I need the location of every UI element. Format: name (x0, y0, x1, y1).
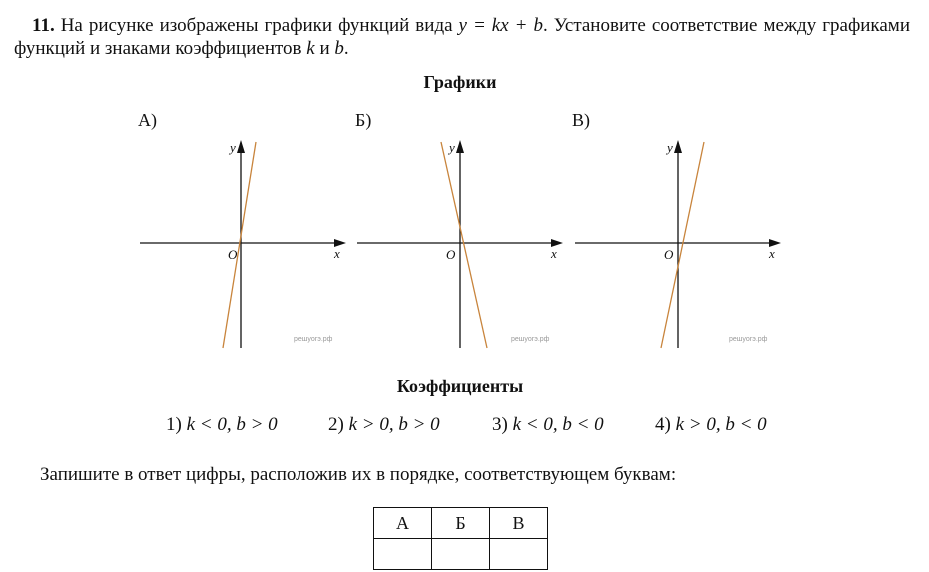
graph-a (138, 138, 353, 353)
y-arrow-a (237, 140, 245, 153)
coefficient-option-2 (328, 414, 440, 436)
coef-k: k > 0, (348, 414, 394, 435)
y-arrow-v (674, 140, 682, 153)
coef-num: 1) (166, 414, 182, 435)
coef-num: 2) (328, 414, 344, 435)
coef-num: 3) (492, 414, 508, 435)
coefficient-option-4 (655, 414, 767, 436)
graphs-heading: Графики (423, 72, 497, 92)
origin-label-b: O (446, 247, 456, 262)
x-label-b: x (551, 246, 557, 261)
graph-label-v: В) (572, 110, 590, 130)
answer-header-a: А (374, 508, 432, 539)
coef-b: b > 0 (398, 414, 440, 435)
problem-formula: y = kx + b (458, 15, 543, 36)
x-label-v: x (769, 246, 775, 261)
y-label-v: y (667, 140, 673, 155)
answer-input-row (374, 539, 548, 570)
problem-and: и (314, 38, 335, 59)
coefficient-option-1 (166, 414, 278, 436)
coef-k: k < 0, (512, 414, 558, 435)
problem-end: . (343, 38, 349, 59)
problem-number: 11. (32, 15, 55, 36)
answer-cell-v[interactable] (490, 539, 548, 570)
watermark-a: решуогэ.рф (294, 336, 333, 343)
answer-header-v: В (490, 508, 548, 539)
coef-b: b < 0 (562, 414, 604, 435)
graph-label-a: А) (138, 110, 157, 130)
graph-line-b (441, 142, 487, 348)
problem-text-2: . Установите соответствие между графиками функций и знаками коэффициентов (14, 15, 910, 59)
answer-cell-b[interactable] (432, 539, 490, 570)
problem-b-var: b (334, 38, 344, 59)
answer-header-row (374, 508, 548, 539)
coef-num: 4) (655, 414, 671, 435)
x-label-a: x (334, 246, 340, 261)
origin-label-v: O (664, 247, 674, 262)
graph-line-a (223, 142, 256, 348)
watermark-b: решуогэ.рф (511, 336, 550, 343)
answer-table (373, 507, 548, 570)
instruction-text: Запишите в ответ цифры, расположив их в порядке, соответствующем буквам: (40, 464, 677, 485)
graph-label-b: Б) (355, 110, 372, 130)
graph-line-v (661, 142, 704, 348)
problem-k-var: k (306, 38, 315, 59)
problem-statement (14, 14, 910, 60)
coefficients-heading: Коэффициенты (396, 376, 524, 396)
graph-b (355, 138, 570, 353)
answer-cell-a[interactable] (374, 539, 432, 570)
origin-label-a: O (228, 247, 238, 262)
coef-k: k < 0, (186, 414, 232, 435)
y-label-a: y (230, 140, 236, 155)
coefficient-option-3 (492, 414, 604, 436)
coef-b: b < 0 (725, 414, 767, 435)
answer-header-b: Б (432, 508, 490, 539)
y-arrow-b (456, 140, 464, 153)
y-label-b: y (449, 140, 455, 155)
problem-text-1: На рисунке изображены графики функций вида (60, 15, 459, 36)
graph-v (573, 138, 788, 353)
coef-k: k > 0, (675, 414, 721, 435)
watermark-v: решуогэ.рф (729, 336, 768, 343)
coef-b: b > 0 (236, 414, 278, 435)
